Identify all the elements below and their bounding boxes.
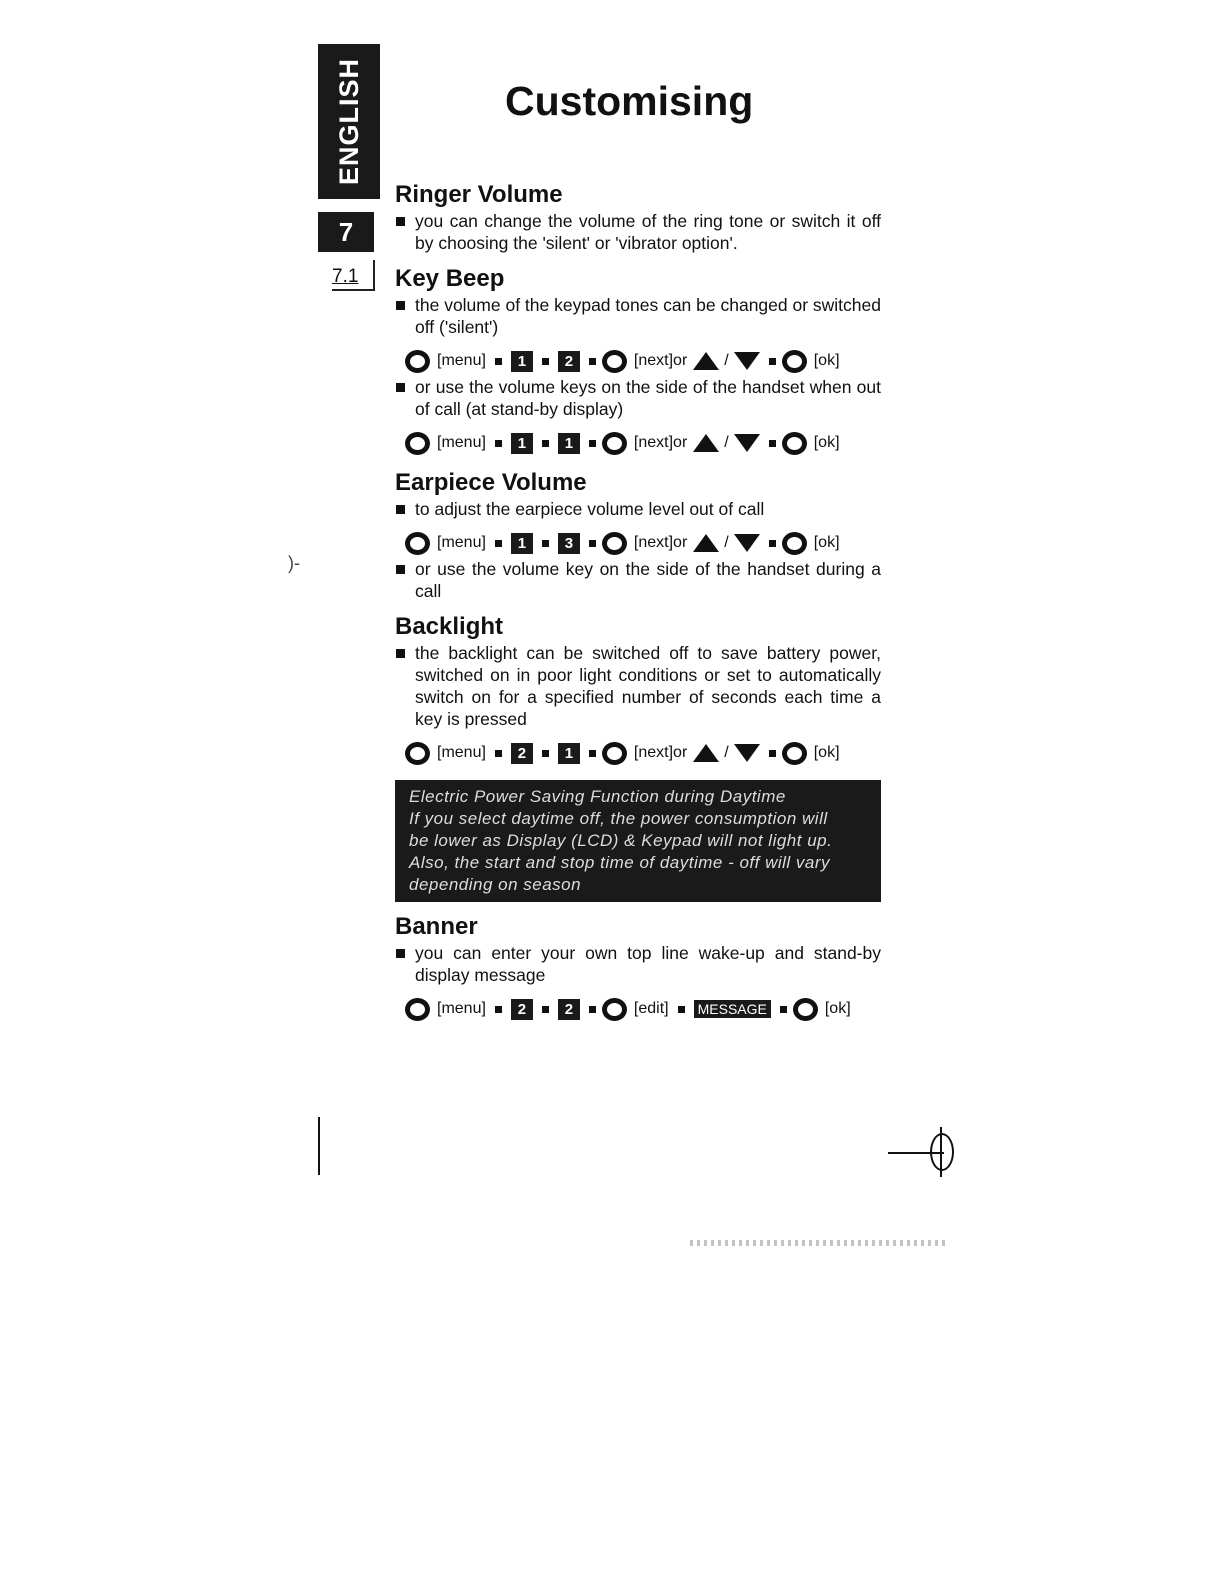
heading-ringer-volume: Ringer Volume — [395, 181, 563, 208]
menu-label: [menu] — [437, 534, 486, 551]
page-content — [395, 180, 881, 1024]
bullet-text: you can change the volume of the ring tone or switch it off by choosing the 'silent' or 'vibrator option'. — [415, 211, 881, 253]
key-2: 2 — [558, 999, 580, 1020]
crop-mark-left — [318, 1117, 320, 1175]
ok-label: [ok] — [813, 434, 840, 451]
binding-mark-icon: )- — [288, 553, 300, 573]
softkey-circle-icon — [405, 998, 430, 1021]
heading-banner: Banner — [395, 913, 478, 940]
heading-backlight: Backlight — [395, 613, 504, 640]
key-3: 3 — [558, 533, 580, 554]
separator-icon — [769, 540, 776, 547]
key-sequence: [menu] 1 3 [next]or / [ok] — [405, 528, 881, 558]
next-label: [next]or — [633, 434, 688, 451]
separator-icon — [495, 358, 502, 365]
up-arrow-icon — [693, 744, 719, 762]
notice-line: be lower as Display (LCD) & Keypad will not light up. — [409, 831, 833, 850]
key-sequence: [menu] 2 1 [next]or / [ok] — [405, 738, 881, 768]
nav-circle-icon — [602, 350, 627, 373]
key-1: 1 — [511, 351, 533, 372]
up-arrow-icon — [693, 534, 719, 552]
bullet-icon — [396, 505, 405, 514]
message-key: MESSAGE — [694, 1000, 771, 1018]
separator-icon — [495, 1006, 502, 1013]
bullet-text: you can enter your own top line wake-up and stand-by display message — [415, 943, 881, 985]
separator-icon — [589, 750, 596, 757]
softkey-circle-icon — [782, 742, 807, 765]
chapter-number: 7 — [318, 212, 374, 252]
separator-icon — [542, 358, 549, 365]
ok-label: [ok] — [813, 744, 840, 761]
bullet-text: the backlight can be switched off to save battery power, switched on in poor light conditions or set to automatically switch on for a specified number of seconds each time a key is pressed — [415, 643, 881, 729]
separator-icon — [542, 1006, 549, 1013]
bullet-icon — [396, 301, 405, 310]
separator-icon — [495, 540, 502, 547]
notice-line: If you select daytime off, the power consumption will — [409, 809, 828, 828]
key-sequence: [menu] 1 1 [next]or / [ok] — [405, 428, 881, 458]
up-arrow-icon — [693, 434, 719, 452]
nav-circle-icon — [602, 998, 627, 1021]
softkey-circle-icon — [405, 432, 430, 455]
up-arrow-icon — [693, 352, 719, 370]
next-label: [next]or — [633, 744, 688, 761]
bullet-item — [395, 210, 881, 254]
bullet-icon — [396, 565, 405, 574]
menu-label: [menu] — [437, 744, 486, 761]
notice-line: Electric Power Saving Function during Daytime — [409, 787, 786, 806]
key-1: 1 — [558, 433, 580, 454]
bullet-icon — [396, 383, 405, 392]
next-label: [next]or — [633, 352, 688, 369]
separator-icon — [780, 1006, 787, 1013]
separator-icon — [542, 750, 549, 757]
bullet-item — [395, 376, 881, 420]
next-label: [next]or — [633, 534, 688, 551]
bullet-item — [395, 498, 881, 520]
ok-label: [ok] — [813, 352, 840, 369]
edit-label: [edit] — [633, 1000, 669, 1017]
separator-icon — [589, 358, 596, 365]
notice-line: Also, the start and stop time of daytime - off will vary — [409, 853, 831, 872]
key-1: 1 — [511, 433, 533, 454]
bullet-text: the volume of the keypad tones can be changed or switched off ('silent') — [415, 295, 881, 337]
language-label: ENGLISH — [333, 57, 364, 186]
softkey-circle-icon — [405, 742, 430, 765]
ok-label: [ok] — [813, 534, 840, 551]
bullet-icon — [396, 217, 405, 226]
scan-noise — [690, 1240, 945, 1246]
notice-line: depending on season — [409, 875, 582, 894]
menu-label: [menu] — [437, 352, 486, 369]
bullet-item — [395, 558, 881, 602]
softkey-circle-icon — [793, 998, 818, 1021]
down-arrow-icon — [734, 534, 760, 552]
ok-label: [ok] — [824, 1000, 851, 1017]
key-1: 1 — [558, 743, 580, 764]
bullet-icon — [396, 649, 405, 658]
separator-icon — [769, 358, 776, 365]
key-sequence — [405, 994, 881, 1024]
separator-icon — [589, 540, 596, 547]
separator-icon — [678, 1006, 685, 1013]
language-label-wrap — [318, 44, 380, 199]
bullet-item — [395, 942, 881, 986]
page-title: Customising — [505, 78, 754, 124]
menu-label: [menu] — [437, 434, 486, 451]
bullet-icon — [396, 949, 405, 958]
softkey-circle-icon — [782, 432, 807, 455]
bullet-item — [395, 642, 881, 730]
separator-icon — [542, 540, 549, 547]
menu-label: [menu] — [437, 1000, 486, 1017]
bullet-text: to adjust the earpiece volume level out of call — [415, 499, 765, 519]
key-sequence: [menu] 1 2 [next]or / [ok] — [405, 346, 881, 376]
key-2: 2 — [511, 999, 533, 1020]
nav-circle-icon — [602, 742, 627, 765]
separator-icon — [495, 750, 502, 757]
heading-earpiece-volume: Earpiece Volume — [395, 469, 587, 496]
key-2: 2 — [558, 351, 580, 372]
softkey-circle-icon — [782, 350, 807, 373]
separator-icon — [589, 440, 596, 447]
separator-icon — [495, 440, 502, 447]
down-arrow-icon — [734, 352, 760, 370]
key-2: 2 — [511, 743, 533, 764]
section-divider — [373, 260, 375, 290]
power-saving-notice — [395, 780, 881, 902]
section-underline — [332, 289, 375, 291]
bullet-text: or use the volume keys on the side of the handset when out of call (at stand-by display) — [415, 377, 881, 419]
down-arrow-icon — [734, 434, 760, 452]
softkey-circle-icon — [782, 532, 807, 555]
bullet-text: or use the volume key on the side of the handset during a call — [415, 559, 881, 601]
bullet-item — [395, 294, 881, 338]
section-number: 7.1 — [332, 266, 359, 287]
registration-mark-line — [940, 1127, 942, 1177]
down-arrow-icon — [734, 744, 760, 762]
separator-icon — [542, 440, 549, 447]
separator-icon — [769, 440, 776, 447]
nav-circle-icon — [602, 432, 627, 455]
key-1: 1 — [511, 533, 533, 554]
nav-circle-icon — [602, 532, 627, 555]
softkey-circle-icon — [405, 350, 430, 373]
separator-icon — [769, 750, 776, 757]
separator-icon — [589, 1006, 596, 1013]
heading-key-beep: Key Beep — [395, 265, 505, 292]
softkey-circle-icon — [405, 532, 430, 555]
registration-mark-icon — [930, 1133, 954, 1171]
